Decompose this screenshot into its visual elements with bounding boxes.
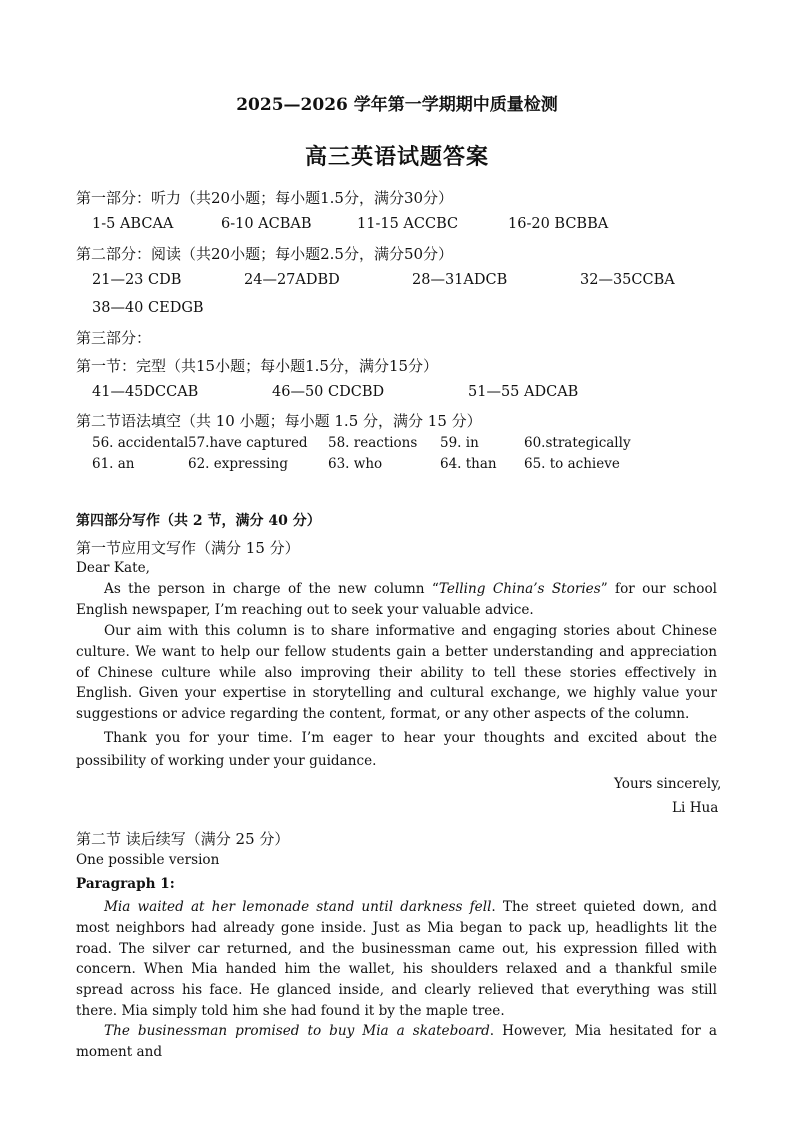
answer-group: 11-15 ACCBC bbox=[357, 216, 459, 232]
grammar-answer: 61. an bbox=[92, 456, 135, 472]
grammar-answer: 60.strategically bbox=[524, 435, 631, 451]
part1-heading: 第一部分：听力（共20小题；每小题1.5分，满分30分） bbox=[76, 189, 454, 207]
paragraph1-label: Paragraph 1: bbox=[76, 876, 175, 892]
story-paragraph: The businessman promised to buy Mia a skateboard. However, Mia hesitated for a moment and bbox=[76, 1023, 717, 1060]
column-title: Telling China’s Stories bbox=[438, 581, 601, 597]
grammar-answer: 56. accidental bbox=[92, 435, 189, 451]
answer-group: 46—50 CDCBD bbox=[272, 384, 385, 400]
grammar-answer: 63. who bbox=[328, 456, 383, 472]
answer-group: 41—45DCCAB bbox=[92, 384, 199, 400]
exam-subtitle: 高三英语试题答案 bbox=[304, 144, 489, 170]
answer-group: 16-20 BCBBA bbox=[508, 216, 609, 232]
given-sentence: The businessman promised to buy Mia a skateboard bbox=[104, 1023, 490, 1039]
grammar-answer: 57.have captured bbox=[188, 435, 308, 451]
letter-paragraph: Our aim with this column is to share informative and engaging stories about Chinese culture. We want to help our fellow students gain a better understanding and appreciation of Chinese culture while also improving their ability to tell these stories effectively in English. Given your expertise in storytelling and cultural exchange, we highly value your suggestions or advice regarding the content, format, or any other aspects of the column. bbox=[76, 623, 717, 723]
letter-greeting: Dear Kate, bbox=[76, 560, 150, 576]
part3-sec1-heading: 第一节：完型（共15小题；每小题1.5分，满分15分） bbox=[76, 357, 439, 375]
given-sentence: Mia waited at her lemonade stand until darkness fell bbox=[104, 899, 492, 915]
part4-sec2-heading: 第二节 读后续写（满分 25 分） bbox=[76, 830, 290, 848]
version-label: One possible version bbox=[76, 852, 220, 868]
part4-heading: 第四部分写作（共 2 节，满分 40 分） bbox=[76, 513, 321, 529]
letter-paragraph: As the person in charge of the new column “Telling China’s Stories” for our school English newspaper, I’m reaching out to seek your valuable advice. bbox=[76, 581, 718, 618]
answer-group: 32—35CCBA bbox=[580, 272, 675, 288]
grammar-answer: 59. in bbox=[440, 435, 479, 451]
part2-heading: 第二部分：阅读（共20小题；每小题2.5分，满分50分） bbox=[76, 245, 454, 263]
answer-group: 28—31ADCB bbox=[412, 272, 508, 288]
grammar-answer: 64. than bbox=[440, 456, 497, 472]
grammar-answer: 65. to achieve bbox=[524, 456, 620, 472]
answer-group: 38—40 CEDGB bbox=[92, 300, 204, 316]
grammar-answer: 58. reactions bbox=[328, 435, 418, 451]
answer-group: 24—27ADBD bbox=[244, 272, 340, 288]
grammar-answer: 62. expressing bbox=[188, 456, 288, 472]
answer-group: 1-5 ABCAA bbox=[92, 216, 174, 232]
part4-sec1-heading: 第一节应用文写作（满分 15 分） bbox=[76, 539, 300, 557]
letter-closing: Yours sincerely, bbox=[614, 776, 722, 792]
part3-sec2-heading: 第二节语法填空（共 10 小题；每小题 1.5 分，满分 15 分） bbox=[76, 412, 482, 430]
exam-title: 2025—2026 学年第一学期期中质量检测 bbox=[236, 95, 558, 115]
part3-heading: 第三部分： bbox=[76, 329, 152, 347]
answer-group: 21—23 CDB bbox=[92, 272, 182, 288]
letter-signature: Li Hua bbox=[672, 800, 719, 816]
answer-group: 6-10 ACBAB bbox=[221, 216, 312, 232]
story-paragraph: Mia waited at her lemonade stand until darkness fell. The street quieted down, and most neighbors had already gone inside. Just as Mia began to pack up, headlights lit the road. The silver car returned, and the businessman came out, his expression filled with concern. When Mia handed him the wallet, his shoulders relaxed and a thankful smile spread across his face. He glanced inside, and clearly relieved that everything was still there. Mia simply told him she had found it by the maple tree. bbox=[76, 899, 717, 1019]
letter-paragraph: Thank you for your time. I’m eager to hear your thoughts and excited about the possibility of working under your guidance. bbox=[76, 730, 717, 769]
answer-group: 51—55 ADCAB bbox=[468, 384, 579, 400]
